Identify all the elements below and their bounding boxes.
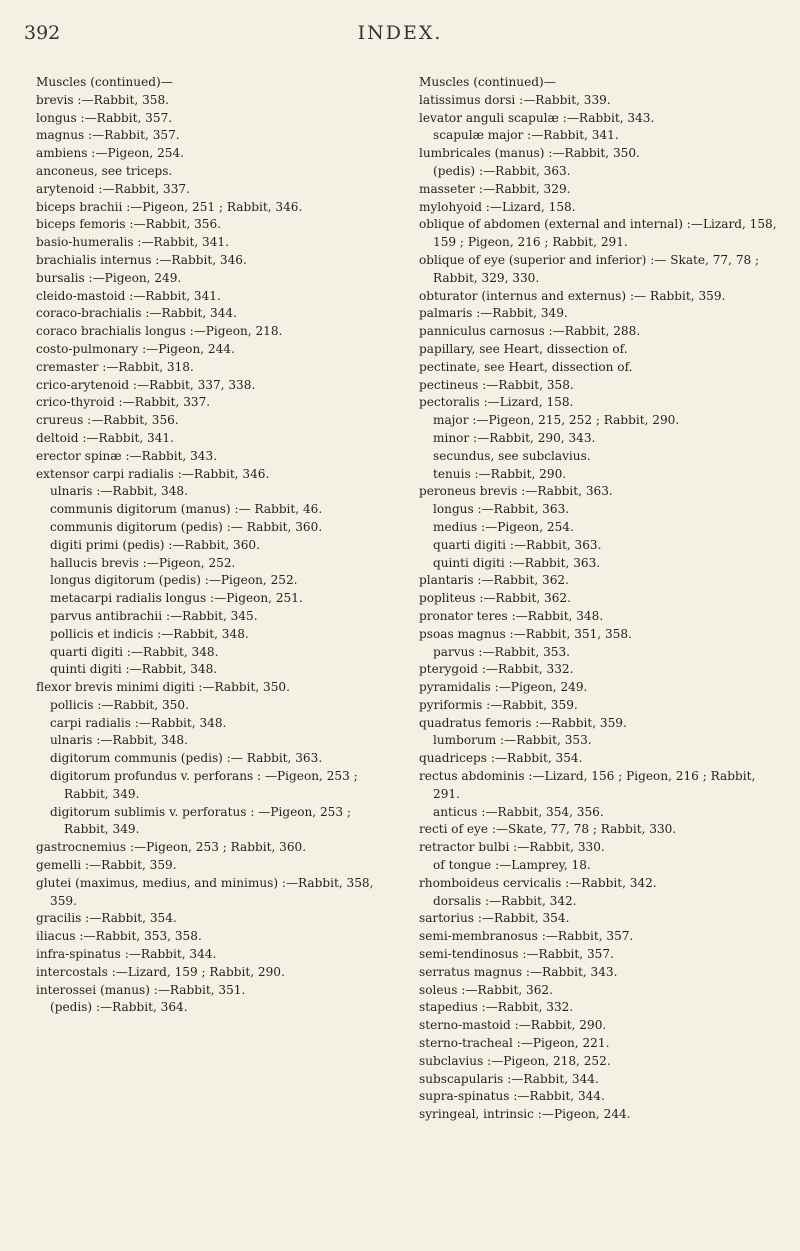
index-entry: gemelli :—Rabbit, 359. [36, 858, 177, 873]
index-entry: tenuis :—Rabbit, 290. [433, 466, 567, 481]
index-entry: crureus :—Rabbit, 356. [36, 413, 179, 428]
index-entry: pronator teres :—Rabbit, 348. [419, 608, 604, 623]
index-entry: rhomboideus cervicalis :—Rabbit, 342. [419, 875, 657, 890]
index-entry: pectinate, see Heart, dissection of. [419, 359, 633, 374]
index-entry: sterno-tracheal :—Pigeon, 221. [419, 1036, 610, 1051]
index-entry: extensor carpi radialis :—Rabbit, 346. [36, 466, 270, 481]
index-entry: pterygoid :—Rabbit, 332. [419, 662, 574, 677]
index-entry: crico-thyroid :—Rabbit, 337. [36, 395, 211, 410]
index-entry: quarti digiti :—Rabbit, 348. [50, 644, 219, 659]
index-entry: subscapularis :—Rabbit, 344. [419, 1071, 599, 1086]
index-entry: semi-tendinosus :—Rabbit, 357. [419, 947, 614, 962]
index-entry: palmaris :—Rabbit, 349. [419, 306, 568, 321]
index-entry: quinti digiti :—Rabbit, 363. [433, 555, 601, 570]
index-entry: intercostals :—Lizard, 159 ; Rabbit, 290. [36, 964, 285, 979]
index-entry: deltoid :—Rabbit, 341. [36, 430, 174, 445]
index-entry: coraco brachialis longus :—Pigeon, 218. [36, 324, 283, 339]
index-entry: anconeus, see triceps. [36, 163, 173, 178]
index-entry: infra-spinatus :—Rabbit, 344. [36, 947, 217, 962]
index-entry: crico-arytenoid :—Rabbit, 337, 338. [36, 377, 256, 392]
index-entry: psoas magnus :—Rabbit, 351, 358. [419, 626, 632, 641]
index-entry: digitorum communis (pedis) :— Rabbit, 363. [50, 751, 323, 766]
index-entry: masseter :—Rabbit, 329. [419, 181, 571, 196]
index-entry: popliteus :—Rabbit, 362. [419, 591, 571, 606]
index-column-right [419, 74, 780, 1124]
index-entry: lumbricales (manus) :—Rabbit, 350. [419, 146, 640, 161]
index-entry: brachialis internus :—Rabbit, 346. [36, 252, 247, 267]
index-entry: gracilis :—Rabbit, 354. [36, 911, 177, 926]
index-entry: digiti primi (pedis) :—Rabbit, 360. [50, 537, 260, 552]
index-entry: basio-humeralis :—Rabbit, 341. [36, 235, 229, 250]
section-heading: Muscles (continued)— [419, 75, 556, 89]
index-entry: (pedis) :—Rabbit, 363. [433, 163, 571, 178]
index-entry: major :—Pigeon, 215, 252 ; Rabbit, 290. [433, 413, 680, 428]
index-entry: levator anguli scapulæ :—Rabbit, 343. [419, 110, 655, 125]
index-entry: cleido-mastoid :—Rabbit, 341. [36, 288, 221, 303]
index-entry: oblique of eye (superior and inferior) :— Skate, 77, 78 ; Rabbit, 329, 330. [419, 252, 760, 285]
index-entry: anticus :—Rabbit, 354, 356. [433, 804, 604, 819]
index-entry: pollicis :—Rabbit, 350. [50, 697, 189, 712]
index-entry: digitorum sublimis v. perforatus : —Pigeon, 253 ; Rabbit, 349. [50, 804, 351, 837]
index-entry: parvus antibrachii :—Rabbit, 345. [50, 608, 258, 623]
index-entry: quarti digiti :—Rabbit, 363. [433, 537, 602, 552]
index-entry: metacarpi radialis longus :—Pigeon, 251. [50, 591, 303, 606]
index-entry: sterno-mastoid :—Rabbit, 290. [419, 1018, 607, 1033]
index-entry: parvus :—Rabbit, 353. [433, 644, 570, 659]
index-entry: sartorius :—Rabbit, 354. [419, 911, 570, 926]
index-entry: interossei (manus) :—Rabbit, 351. [36, 982, 246, 997]
index-entry: papillary, see Heart, dissection of. [419, 341, 628, 356]
index-entry: hallucis brevis :—Pigeon, 252. [50, 555, 236, 570]
index-entry: minor :—Rabbit, 290, 343. [433, 430, 596, 445]
index-entry: lumborum :—Rabbit, 353. [433, 733, 592, 748]
index-entry: dorsalis :—Rabbit, 342. [433, 893, 577, 908]
index-entry: scapulæ major :—Rabbit, 341. [433, 128, 619, 143]
index-entry: quadratus femoris :—Rabbit, 359. [419, 715, 627, 730]
index-entry: mylohyoid :—Lizard, 158. [419, 199, 576, 214]
index-entry: semi-membranosus :—Rabbit, 357. [419, 929, 634, 944]
index-entry: flexor brevis minimi digiti :—Rabbit, 350. [36, 680, 290, 695]
index-entry: longus :—Rabbit, 357. [36, 110, 173, 125]
index-entry: retractor bulbi :—Rabbit, 330. [419, 840, 605, 855]
index-entry: supra-spinatus :—Rabbit, 344. [419, 1089, 605, 1104]
index-entry: digitorum profundus v. perforans : —Pigeon, 253 ; Rabbit, 349. [50, 769, 358, 801]
index-columns [36, 74, 780, 1124]
index-entry: subclavius :—Pigeon, 218, 252. [419, 1053, 611, 1068]
index-entry: carpi radialis :—Rabbit, 348. [50, 715, 227, 730]
index-entry: recti of eye :—Skate, 77, 78 ; Rabbit, 330. [419, 822, 677, 837]
index-entry: quadriceps :—Rabbit, 354. [419, 751, 583, 766]
index-entry: pollicis et indicis :—Rabbit, 348. [50, 626, 249, 641]
index-entry: biceps femoris :—Rabbit, 356. [36, 217, 222, 232]
section-heading: Muscles (continued)— [36, 75, 173, 89]
index-entry: brevis :—Rabbit, 358. [36, 92, 170, 107]
index-entry: ulnaris :—Rabbit, 348. [50, 484, 188, 499]
index-entry: syringeal, intrinsic :—Pigeon, 244. [419, 1107, 631, 1122]
index-entry: stapedius :—Rabbit, 332. [419, 1000, 574, 1015]
index-entry: pyriformis :—Rabbit, 359. [419, 697, 578, 712]
index-entry: longus :—Rabbit, 363. [433, 502, 570, 517]
index-entry: communis digitorum (manus) :— Rabbit, 46. [50, 502, 323, 517]
index-entry: communis digitorum (pedis) :— Rabbit, 360. [50, 519, 323, 534]
index-entry: obturator (internus and externus) :— Rabbit, 359. [419, 288, 726, 303]
index-entry: of tongue :—Lamprey, 18. [433, 858, 591, 873]
index-entry: erector spinæ :—Rabbit, 343. [36, 448, 218, 463]
index-entry: arytenoid :—Rabbit, 337. [36, 181, 190, 196]
index-entry: medius :—Pigeon, 254. [433, 519, 574, 534]
index-entry: ulnaris :—Rabbit, 348. [50, 733, 188, 748]
index-entry: longus digitorum (pedis) :—Pigeon, 252. [50, 573, 298, 588]
index-entry: soleus :—Rabbit, 362. [419, 982, 553, 997]
page-title: INDEX. [357, 22, 443, 44]
index-entry: pectoralis :—Lizard, 158. [419, 395, 574, 410]
index-entry: magnus :—Rabbit, 357. [36, 128, 180, 143]
index-entry: quinti digiti :—Rabbit, 348. [50, 662, 218, 677]
index-entry: biceps brachii :—Pigeon, 251 ; Rabbit, 346. [36, 199, 303, 214]
index-entry: bursalis :—Pigeon, 249. [36, 270, 182, 285]
index-entry: secundus, see subclavius. [433, 448, 591, 463]
index-entry: costo-pulmonary :—Pigeon, 244. [36, 341, 235, 356]
index-entry: panniculus carnosus :—Rabbit, 288. [419, 324, 641, 339]
page-number: 392 [24, 22, 61, 44]
index-entry: glutei (maximus, medius, and minimus) :—Rabbit, 358, 359. [36, 875, 374, 908]
index-entry: plantaris :—Rabbit, 362. [419, 573, 569, 588]
index-entry: rectus abdominis :—Lizard, 156 ; Pigeon, 216 ; Rabbit, 291. [419, 769, 756, 801]
index-column-left [36, 74, 397, 1124]
index-entry: pyramidalis :—Pigeon, 249. [419, 680, 588, 695]
index-entry: iliacus :—Rabbit, 353, 358. [36, 929, 202, 944]
index-entry: latissimus dorsi :—Rabbit, 339. [419, 92, 611, 107]
index-entry: serratus magnus :—Rabbit, 343. [419, 964, 618, 979]
index-entry: pectineus :—Rabbit, 358. [419, 377, 574, 392]
index-entry: (pedis) :—Rabbit, 364. [50, 1000, 188, 1015]
index-entry: peroneus brevis :—Rabbit, 363. [419, 484, 613, 499]
index-entry: cremaster :—Rabbit, 318. [36, 359, 194, 374]
index-entry: gastrocnemius :—Pigeon, 253 ; Rabbit, 360. [36, 840, 307, 855]
index-entry: ambiens :—Pigeon, 254. [36, 146, 185, 161]
index-entry: coraco-brachialis :—Rabbit, 344. [36, 306, 237, 321]
index-entry: oblique of abdomen (external and internal) :—Lizard, 158, 159 ; Pigeon, 216 ; Rabbit, 291. [419, 217, 777, 250]
